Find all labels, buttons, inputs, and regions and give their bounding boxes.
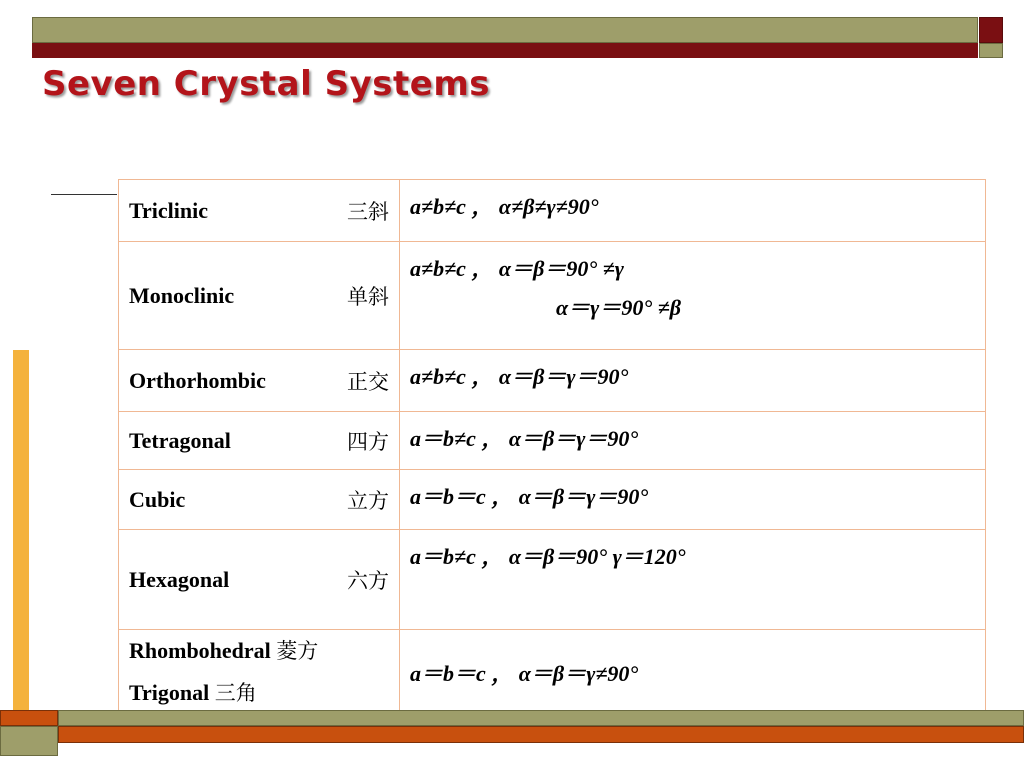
system-name: Hexagonal xyxy=(129,566,230,592)
lattice-params: α＝γ＝90° ≠β xyxy=(556,295,681,320)
table-row xyxy=(119,242,986,350)
lattice-params-cell xyxy=(400,530,986,630)
top-corner-square-red xyxy=(979,17,1003,43)
left-divider-line xyxy=(51,194,117,195)
system-name-cell xyxy=(119,470,400,530)
system-name-zh: 三斜 xyxy=(347,199,389,224)
table-row xyxy=(119,530,986,630)
system-name-cell xyxy=(119,242,400,350)
table-row xyxy=(119,350,986,412)
table-row xyxy=(119,180,986,242)
lattice-params: a＝b≠c ， α＝β＝γ＝90° xyxy=(410,426,639,451)
system-name-cell xyxy=(119,350,400,412)
system-name-zh: 菱方 xyxy=(276,639,319,663)
system-name-cell xyxy=(119,530,400,630)
system-name-zh: 立方 xyxy=(347,488,389,513)
system-name-cell xyxy=(119,630,400,715)
lattice-params: a＝b＝c ， α＝β＝γ＝90° xyxy=(410,484,649,509)
system-name: Monoclinic xyxy=(129,282,235,308)
top-decoration-stripe xyxy=(32,43,978,58)
system-name: Orthorhombic xyxy=(129,367,266,393)
system-name-cell xyxy=(119,180,400,242)
lattice-params-cell xyxy=(400,412,986,470)
lattice-params-cell xyxy=(400,242,986,350)
system-name-zh: 六方 xyxy=(347,568,389,593)
lattice-params: a≠b≠c ， α＝β＝γ＝90° xyxy=(410,364,629,389)
system-name: Rhombohedral xyxy=(129,638,271,663)
lattice-params-cell xyxy=(400,630,986,715)
left-accent-bar xyxy=(13,350,29,754)
bottom-corner-square-orange xyxy=(0,710,58,726)
bottom-decoration-bar xyxy=(58,710,1024,726)
top-decoration-bar xyxy=(32,17,978,43)
lattice-params-cell xyxy=(400,350,986,412)
lattice-params-cell xyxy=(400,470,986,530)
system-name: Trigonal xyxy=(129,680,210,705)
slide-title: Seven Crystal Systems xyxy=(42,64,490,104)
bottom-corner-square-olive xyxy=(0,726,58,756)
system-name-zh: 正交 xyxy=(347,369,389,394)
system-name: Cubic xyxy=(129,486,186,512)
top-corner-square-olive xyxy=(979,43,1003,58)
table-row xyxy=(119,412,986,470)
crystal-systems-table xyxy=(118,179,986,715)
system-name-zh: 单斜 xyxy=(347,284,389,309)
system-name-zh: 三角 xyxy=(214,681,257,705)
table-row xyxy=(119,470,986,530)
system-name: Tetragonal xyxy=(129,427,231,453)
system-name-cell xyxy=(119,412,400,470)
lattice-params: a≠b≠c ， α＝β＝90° ≠γ xyxy=(410,256,624,281)
bottom-decoration-stripe xyxy=(58,726,1024,743)
table-row xyxy=(119,630,986,715)
system-name: Triclinic xyxy=(129,197,209,223)
system-name-zh: 四方 xyxy=(347,429,389,454)
lattice-params: a≠b≠c ， α≠β≠γ≠90° xyxy=(410,194,599,219)
lattice-params-cell xyxy=(400,180,986,242)
lattice-params: a＝b≠c ， α＝β＝90° γ＝120° xyxy=(410,544,686,569)
lattice-params: a＝b＝c ， α＝β＝γ≠90° xyxy=(410,660,639,686)
